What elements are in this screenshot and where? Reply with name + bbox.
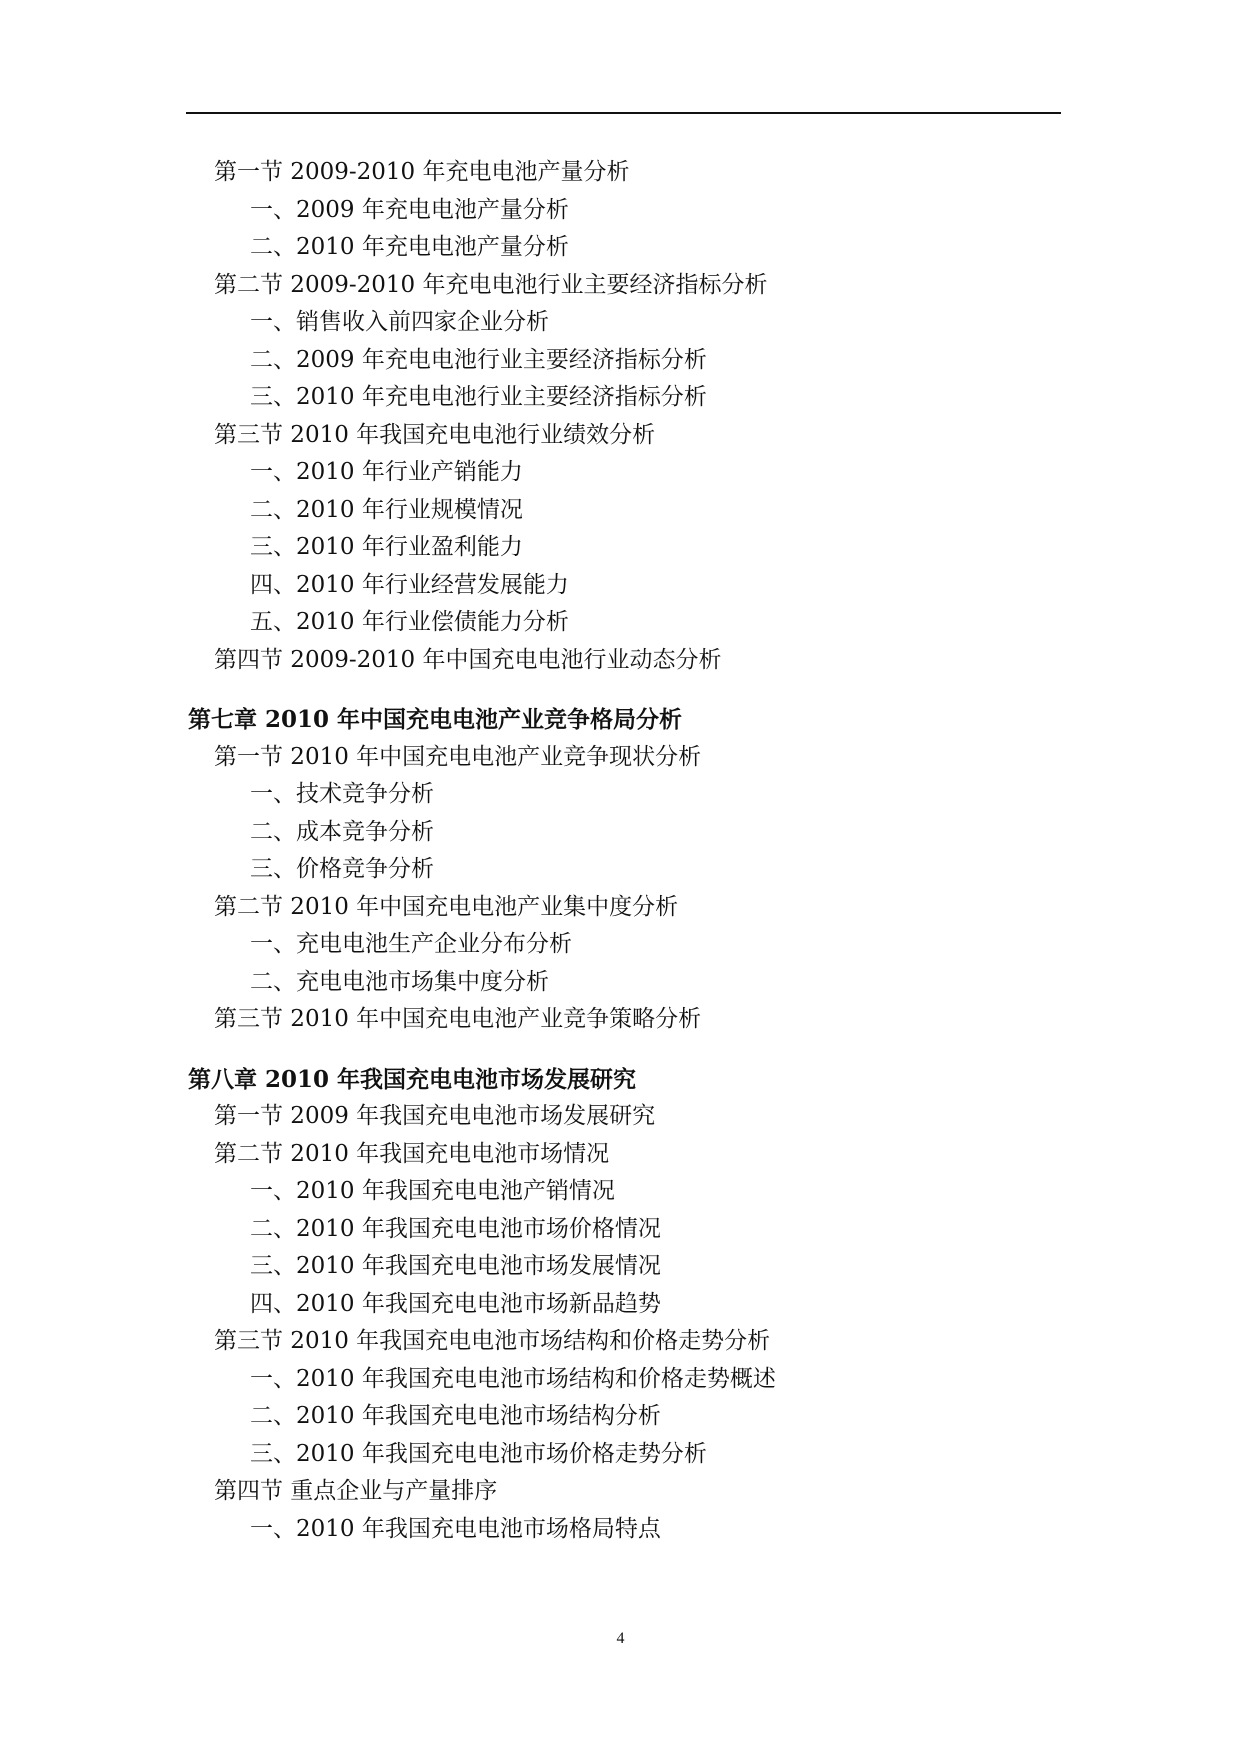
toc-section: 第四节 2009-2010 年中国充电电池行业动态分析 <box>214 646 722 673</box>
toc-section: 第一节 2009 年我国充电电池市场发展研究 <box>214 1103 656 1129</box>
toc-subsection: 三、2010 年我国充电电池市场价格走势分析 <box>250 1440 707 1467</box>
toc-subsection: 三、2010 年行业盈利能力 <box>250 534 523 560</box>
toc-subsection: 二、2010 年我国充电电池市场价格情况 <box>250 1215 661 1242</box>
toc-subsection: 四、2010 年我国充电电池市场新品趋势 <box>250 1290 661 1317</box>
toc-subsection: 四、2010 年行业经营发展能力 <box>250 571 569 598</box>
toc-subsection: 二、充电电池市场集中度分析 <box>250 968 549 995</box>
table-of-contents <box>0 154 1241 1548</box>
header-rule <box>186 112 1061 114</box>
toc-subsection: 一、技术竞争分析 <box>250 781 434 807</box>
toc-subsection: 一、充电电池生产企业分布分析 <box>250 931 572 957</box>
toc-subsection: 一、2010 年我国充电电池市场格局特点 <box>250 1515 661 1542</box>
toc-subsection: 一、2009 年充电电池产量分析 <box>250 196 569 223</box>
toc-subsection: 二、2010 年我国充电电池市场结构分析 <box>250 1403 661 1429</box>
toc-subsection: 二、成本竞争分析 <box>250 818 434 845</box>
toc-section: 第二节 2010 年中国充电电池产业集中度分析 <box>214 893 679 920</box>
toc-subsection: 三、2010 年我国充电电池市场发展情况 <box>250 1253 661 1279</box>
toc-section: 第四节 重点企业与产量排序 <box>214 1478 498 1504</box>
page-number: 4 <box>616 1630 625 1647</box>
toc-subsection: 一、2010 年我国充电电池产销情况 <box>250 1178 615 1204</box>
toc-subsection: 五、2010 年行业偿债能力分析 <box>250 609 569 635</box>
toc-section: 第二节 2010 年我国充电电池市场情况 <box>214 1140 610 1167</box>
toc-section: 第三节 2010 年我国充电电池行业绩效分析 <box>214 421 656 448</box>
toc-section: 第三节 2010 年我国充电电池市场结构和价格走势分析 <box>214 1328 771 1354</box>
toc-section: 第三节 2010 年中国充电电池产业竞争策略分析 <box>214 1006 702 1032</box>
toc-subsection: 二、2009 年充电电池行业主要经济指标分析 <box>250 346 707 373</box>
toc-subsection: 一、2010 年我国充电电池市场结构和价格走势概述 <box>250 1365 776 1392</box>
toc-chapter: 第七章 2010 年中国充电电池产业竞争格局分析 <box>188 706 683 733</box>
toc-section: 第一节 2010 年中国充电电池产业竞争现状分析 <box>214 743 702 770</box>
toc-subsection: 二、2010 年行业规模情况 <box>250 496 523 523</box>
toc-section: 第二节 2009-2010 年充电电池行业主要经济指标分析 <box>214 271 768 298</box>
toc-subsection: 三、价格竞争分析 <box>250 856 434 882</box>
toc-subsection: 三、2010 年充电电池行业主要经济指标分析 <box>250 384 707 410</box>
toc-section: 第一节 2009-2010 年充电电池产量分析 <box>214 159 630 185</box>
toc-chapter: 第八章 2010 年我国充电电池市场发展研究 <box>188 1065 637 1093</box>
toc-subsection: 一、2010 年行业产销能力 <box>250 459 523 485</box>
toc-subsection: 一、销售收入前四家企业分析 <box>250 309 549 335</box>
toc-subsection: 二、2010 年充电电池产量分析 <box>250 234 569 260</box>
